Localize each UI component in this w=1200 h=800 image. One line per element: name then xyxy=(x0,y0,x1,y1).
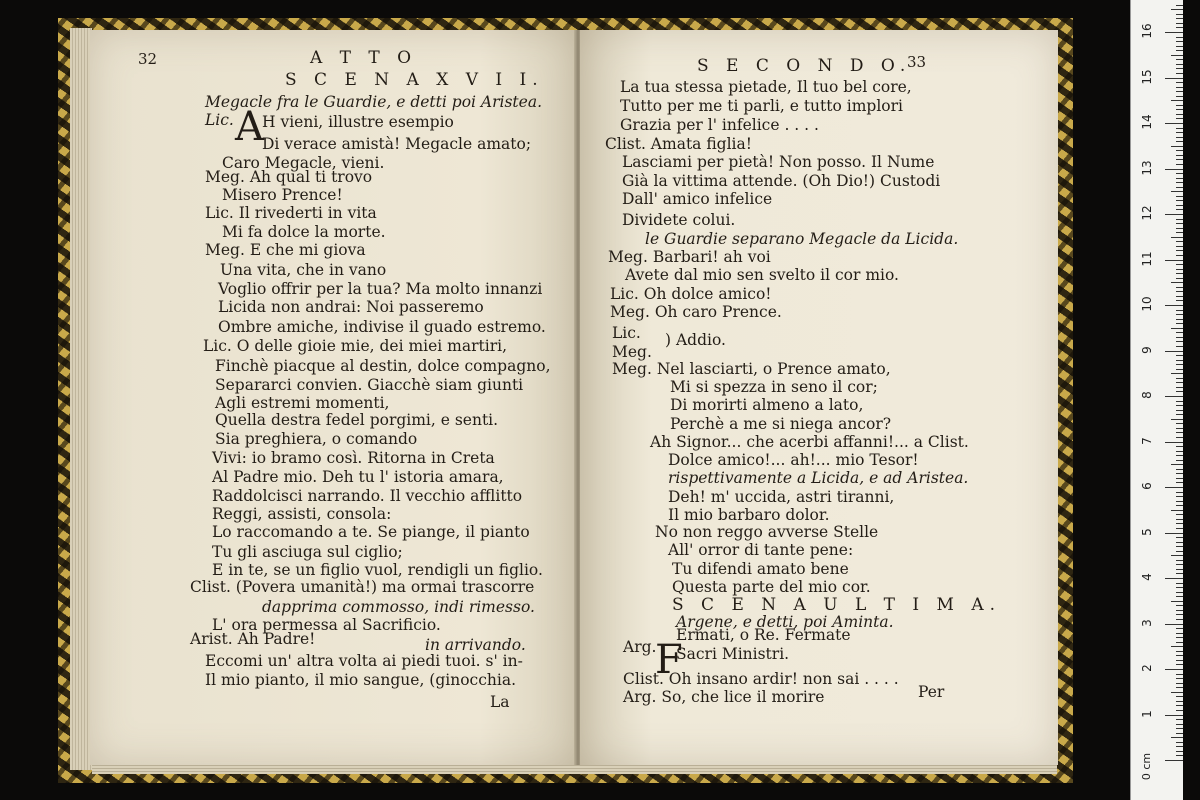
ruler-tick xyxy=(1176,724,1183,725)
ruler-tick xyxy=(1176,387,1183,388)
ruler-tick xyxy=(1176,18,1183,19)
ruler-tick xyxy=(1176,751,1183,752)
ruler-tick xyxy=(1176,360,1183,361)
ruler-tick xyxy=(1176,473,1183,474)
ruler-tick xyxy=(1176,223,1183,224)
text-line: ) Addio. xyxy=(665,331,726,349)
text-line: Tu gli asciuga sul ciglio; xyxy=(212,543,403,561)
ruler-tick xyxy=(1176,542,1183,543)
ruler-tick xyxy=(1171,328,1183,329)
text-line: S C E N A U L T I M A. xyxy=(672,595,1002,615)
ruler-tick xyxy=(1176,300,1183,301)
ruler-tick xyxy=(1165,487,1183,488)
ruler-tick xyxy=(1171,601,1183,602)
text-line: Ermati, o Re. Fermate xyxy=(676,626,851,644)
text-line: le Guardie separano Megacle da Licida. xyxy=(645,230,959,248)
ruler-tick xyxy=(1176,96,1183,97)
text-line: H vieni, illustre esempio xyxy=(262,113,454,131)
ruler-tick xyxy=(1165,214,1183,215)
text-line: Deh! m' uccida, astri tiranni, xyxy=(668,488,895,506)
ruler-tick xyxy=(1176,250,1183,251)
ruler-tick xyxy=(1176,141,1183,142)
ruler-tick xyxy=(1176,5,1183,6)
ruler-tick xyxy=(1176,296,1183,297)
ruler-tick xyxy=(1176,68,1183,69)
text-line: Voglio offrir per la tua? Ma molto innanzi xyxy=(218,280,543,298)
ruler-tick xyxy=(1171,510,1183,511)
ruler-tick xyxy=(1176,742,1183,743)
ruler-tick xyxy=(1171,191,1183,192)
ruler-tick xyxy=(1176,41,1183,42)
ruler-number: 8 xyxy=(1140,391,1154,399)
text-line: Lic. xyxy=(205,111,234,129)
text-line: Clist. (Povera umanità!) ma ormai trascorre xyxy=(190,578,535,596)
ruler-tick xyxy=(1176,482,1183,483)
ruler-tick xyxy=(1176,592,1183,593)
text-line: Lic. xyxy=(612,324,641,342)
text-line: Arist. Ah Padre! xyxy=(190,630,316,648)
right-page xyxy=(580,30,1058,765)
ruler-tick xyxy=(1176,469,1183,470)
ruler-tick xyxy=(1176,437,1183,438)
ruler-tick xyxy=(1176,278,1183,279)
text-line: Agli estremi momenti, xyxy=(215,394,390,412)
ruler-tick xyxy=(1176,551,1183,552)
ruler-tick xyxy=(1176,382,1183,383)
ruler-tick xyxy=(1176,391,1183,392)
ruler-tick xyxy=(1176,496,1183,497)
ruler-tick xyxy=(1176,678,1183,679)
ruler-tick xyxy=(1176,573,1183,574)
text-line: Al Padre mio. Deh tu l' istoria amara, xyxy=(212,468,504,486)
text-line: Meg. Oh caro Prence. xyxy=(610,303,782,321)
text-line: Clist. Oh insano ardir! non sai . . . . xyxy=(623,670,899,688)
ruler-tick xyxy=(1176,228,1183,229)
text-line: rispettivamente a Licida, e ad Aristea. xyxy=(668,469,969,487)
measurement-ruler xyxy=(1130,0,1183,800)
text-line: Lo raccomando a te. Se piange, il pianto xyxy=(212,523,530,541)
page-edges-left xyxy=(70,28,92,770)
ruler-tick xyxy=(1165,305,1183,306)
ruler-tick xyxy=(1176,200,1183,201)
ruler-tick xyxy=(1176,410,1183,411)
text-line: All' orror di tante pene: xyxy=(668,541,854,559)
text-line: Tutto per me ti parli, e tutto implori xyxy=(620,97,903,115)
ruler-tick xyxy=(1176,701,1183,702)
drop-cap: A xyxy=(235,104,264,150)
ruler-tick xyxy=(1176,205,1183,206)
ruler-tick xyxy=(1176,341,1183,342)
text-line: Ombre amiche, indivise il guado estremo. xyxy=(218,318,546,336)
drop-cap: F xyxy=(655,637,683,683)
left-page xyxy=(90,30,577,765)
ruler-tick xyxy=(1176,87,1183,88)
ruler-tick xyxy=(1176,118,1183,119)
ruler-tick xyxy=(1176,687,1183,688)
ruler-tick xyxy=(1176,241,1183,242)
ruler-tick xyxy=(1176,37,1183,38)
text-line: Meg. Ah qual ti trovo xyxy=(205,168,373,186)
ruler-number: 5 xyxy=(1140,527,1154,536)
ruler-number: 11 xyxy=(1140,250,1154,267)
ruler-tick xyxy=(1176,23,1183,24)
text-line: Eccomi un' altra volta ai piedi tuoi. s' in- xyxy=(205,652,523,670)
ruler-tick xyxy=(1176,414,1183,415)
text-line: dapprima commosso, indi rimesso. xyxy=(262,598,535,616)
text-line: Megacle fra le Guardie, e detti poi Aristea. xyxy=(205,93,542,111)
text-line: Dall' amico infelice xyxy=(622,190,773,208)
ruler-tick xyxy=(1176,273,1183,274)
ruler-tick xyxy=(1176,514,1183,515)
text-line: Misero Prence! xyxy=(222,186,343,204)
text-line: Sia preghiera, o comando xyxy=(215,430,418,448)
ruler-tick xyxy=(1176,746,1183,747)
ruler-tick xyxy=(1176,91,1183,92)
ruler-tick xyxy=(1171,282,1183,283)
text-line: Meg. E che mi giova xyxy=(205,241,366,259)
ruler-tick xyxy=(1176,655,1183,656)
ruler-tick xyxy=(1176,596,1183,597)
text-line: Il mio barbaro dolor. xyxy=(668,506,830,524)
ruler-number: 9 xyxy=(1140,345,1154,354)
ruler-tick xyxy=(1176,710,1183,711)
text-line: Licida non andrai: Noi passeremo xyxy=(218,298,484,316)
ruler-tick xyxy=(1176,446,1183,447)
ruler-tick xyxy=(1176,137,1183,138)
text-line: Lasciami per pietà! Non posso. Il Nume xyxy=(622,153,935,171)
text-line: Di verace amistà! Megacle amato; xyxy=(262,135,532,153)
ruler-tick xyxy=(1176,428,1183,429)
ruler-number: 7 xyxy=(1140,436,1154,445)
ruler-number: 15 xyxy=(1140,68,1154,85)
ruler-tick xyxy=(1176,432,1183,433)
ruler-tick xyxy=(1165,624,1183,625)
ruler-tick xyxy=(1176,569,1183,570)
ruler-tick xyxy=(1176,501,1183,502)
text-line: Argene, e detti, poi Aminta. xyxy=(676,613,894,631)
ruler-tick xyxy=(1176,346,1183,347)
text-line: in arrivando. xyxy=(425,636,526,654)
ruler-tick xyxy=(1176,196,1183,197)
ruler-tick xyxy=(1176,332,1183,333)
ruler-tick xyxy=(1176,150,1183,151)
ruler-number: 4 xyxy=(1140,573,1154,581)
text-line: Il mio pianto, il mio sangue, (ginocchia. xyxy=(205,671,517,689)
ruler-tick xyxy=(1176,705,1183,706)
ruler-tick xyxy=(1176,733,1183,734)
text-line: Dividete colui. xyxy=(622,211,736,229)
ruler-tick xyxy=(1165,396,1183,397)
ruler-number: 6 xyxy=(1140,482,1154,490)
running-head: A T T O xyxy=(310,48,418,68)
text-line: Arg. So, che lice il morire xyxy=(623,688,825,706)
ruler-tick xyxy=(1176,605,1183,606)
ruler-tick xyxy=(1176,614,1183,615)
ruler-number: 1 xyxy=(1140,709,1154,718)
text-line: Di morirti almeno a lato, xyxy=(670,396,864,414)
ruler-tick xyxy=(1176,246,1183,247)
text-line: E in te, se un figlio vuol, rendigli un figlio. xyxy=(212,561,543,579)
text-line: Lic. Il rivederti in vita xyxy=(205,204,377,222)
ruler-tick xyxy=(1176,155,1183,156)
ruler-tick xyxy=(1176,219,1183,220)
ruler-tick xyxy=(1171,55,1183,56)
text-line: Separarci convien. Giacchè siam giunti xyxy=(215,376,524,394)
ruler-tick xyxy=(1176,232,1183,233)
ruler-tick xyxy=(1165,442,1183,443)
ruler-tick xyxy=(1176,423,1183,424)
text-line: Tu difendi amato bene xyxy=(672,560,849,578)
ruler-tick xyxy=(1176,633,1183,634)
ruler-tick xyxy=(1176,537,1183,538)
ruler-tick xyxy=(1176,173,1183,174)
text-line: Arg. xyxy=(623,638,657,656)
text-line: Quella destra fedel porgimi, e senti. xyxy=(215,411,499,429)
ruler-tick xyxy=(1176,696,1183,697)
ruler-tick xyxy=(1176,683,1183,684)
ruler-tick xyxy=(1176,255,1183,256)
ruler-tick xyxy=(1176,651,1183,652)
ruler-number: 2 xyxy=(1140,664,1154,672)
ruler-tick xyxy=(1176,105,1183,106)
ruler-tick xyxy=(1176,505,1183,506)
text-line: La tua stessa pietade, Il tuo bel core, xyxy=(620,78,912,96)
ruler-tick xyxy=(1176,664,1183,665)
ruler-number: 12 xyxy=(1140,205,1154,221)
ruler-tick xyxy=(1176,401,1183,402)
text-line: Già la vittima attende. (Oh Dio!) Custodi xyxy=(622,172,941,190)
ruler-tick xyxy=(1176,660,1183,661)
ruler-tick xyxy=(1176,14,1183,15)
text-line: Ah Signor... che acerbi affanni!... a Clist. xyxy=(650,433,969,451)
ruler-tick xyxy=(1176,46,1183,47)
ruler-number: 13 xyxy=(1140,159,1154,176)
ruler-unit-label: 0 cm xyxy=(1140,752,1154,781)
ruler-number: 16 xyxy=(1140,23,1154,39)
ruler-tick xyxy=(1176,528,1183,529)
ruler-tick xyxy=(1171,555,1183,556)
ruler-tick xyxy=(1176,355,1183,356)
text-line: Mi si spezza in seno il cor; xyxy=(670,378,878,396)
ruler-tick xyxy=(1176,178,1183,179)
ruler-tick xyxy=(1176,628,1183,629)
ruler-tick xyxy=(1176,114,1183,115)
ruler-tick xyxy=(1176,523,1183,524)
ruler-tick xyxy=(1176,637,1183,638)
text-line: Questa parte del mio cor. xyxy=(672,578,871,596)
text-line: Dolce amico!... ah!... mio Tesor! xyxy=(668,451,919,469)
running-head: S E C O N D O. xyxy=(697,56,912,76)
text-line: Meg. Barbari! ah voi xyxy=(608,248,771,266)
ruler-tick xyxy=(1176,674,1183,675)
ruler-tick xyxy=(1171,237,1183,238)
ruler-tick xyxy=(1165,760,1183,761)
ruler-tick xyxy=(1176,82,1183,83)
ruler-tick xyxy=(1176,269,1183,270)
ruler-tick xyxy=(1165,715,1183,716)
text-line: Vivi: io bramo così. Ritorna in Creta xyxy=(212,449,495,467)
ruler-tick xyxy=(1176,642,1183,643)
ruler-tick xyxy=(1176,405,1183,406)
ruler-tick xyxy=(1165,533,1183,534)
ruler-tick xyxy=(1176,455,1183,456)
ruler-tick xyxy=(1176,719,1183,720)
ruler-tick xyxy=(1176,546,1183,547)
ruler-number: 10 xyxy=(1140,296,1154,312)
ruler-tick xyxy=(1165,123,1183,124)
ruler-tick xyxy=(1176,27,1183,28)
ruler-tick xyxy=(1171,419,1183,420)
ruler-number: 14 xyxy=(1140,114,1154,130)
text-line: Una vita, che in vano xyxy=(220,261,387,279)
ruler-tick xyxy=(1171,692,1183,693)
ruler-tick xyxy=(1176,264,1183,265)
text-line: Raddolcisci narrando. Il vecchio afflitto xyxy=(212,487,523,505)
ruler-tick xyxy=(1176,64,1183,65)
ruler-tick xyxy=(1176,478,1183,479)
ruler-tick xyxy=(1176,451,1183,452)
text-line: Caro Megacle, vieni. xyxy=(222,154,385,172)
text-line: La xyxy=(490,693,510,711)
ruler-tick xyxy=(1176,519,1183,520)
ruler-tick xyxy=(1176,314,1183,315)
text-line: Lic. Oh dolce amico! xyxy=(610,285,772,303)
text-line: L' ora permessa al Sacrificio. xyxy=(212,616,441,634)
ruler-tick xyxy=(1176,728,1183,729)
text-line: Meg. Nel lasciarti, o Prence amato, xyxy=(612,360,891,378)
ruler-tick xyxy=(1176,564,1183,565)
ruler-tick xyxy=(1176,364,1183,365)
ruler-tick xyxy=(1171,464,1183,465)
ruler-tick xyxy=(1176,128,1183,129)
ruler-tick xyxy=(1176,73,1183,74)
ruler-tick xyxy=(1176,319,1183,320)
ruler-tick xyxy=(1176,187,1183,188)
ruler-tick xyxy=(1176,337,1183,338)
ruler-tick xyxy=(1176,50,1183,51)
page-number: 32 xyxy=(138,50,158,68)
ruler-tick xyxy=(1176,287,1183,288)
ruler-tick xyxy=(1176,610,1183,611)
ruler-tick xyxy=(1176,310,1183,311)
ruler-tick xyxy=(1176,164,1183,165)
text-line: Grazia per l' infelice . . . . xyxy=(620,116,819,134)
ruler-tick xyxy=(1165,578,1183,579)
text-line: Finchè piacque al destin, dolce compagno, xyxy=(215,357,551,375)
ruler-tick xyxy=(1176,755,1183,756)
text-line: Reggi, assisti, consola: xyxy=(212,505,392,523)
ruler-tick xyxy=(1165,669,1183,670)
text-line: Lic. O delle gioie mie, dei miei martiri, xyxy=(203,337,507,355)
page-number: 33 xyxy=(907,53,927,71)
ruler-tick xyxy=(1171,9,1183,10)
ruler-tick xyxy=(1176,619,1183,620)
ruler-number: 3 xyxy=(1140,618,1154,627)
ruler-tick xyxy=(1171,100,1183,101)
ruler-tick xyxy=(1176,109,1183,110)
ruler-tick xyxy=(1176,159,1183,160)
ruler-tick xyxy=(1176,460,1183,461)
ruler-tick xyxy=(1176,291,1183,292)
text-line: No non reggo avverse Stelle xyxy=(655,523,879,541)
ruler-tick xyxy=(1176,560,1183,561)
ruler-tick xyxy=(1171,737,1183,738)
ruler-tick xyxy=(1176,59,1183,60)
ruler-tick xyxy=(1176,583,1183,584)
ruler-tick xyxy=(1176,369,1183,370)
ruler-tick xyxy=(1176,209,1183,210)
scene-title: S C E N A X V I I. xyxy=(285,70,544,90)
ruler-tick xyxy=(1176,323,1183,324)
text-line: Per xyxy=(918,683,945,701)
text-line: Meg. xyxy=(612,343,652,361)
ruler-tick xyxy=(1176,492,1183,493)
ruler-tick xyxy=(1176,378,1183,379)
text-line: Clist. Amata figlia! xyxy=(605,135,752,153)
text-line: Sacri Ministri. xyxy=(676,645,790,663)
ruler-tick xyxy=(1165,169,1183,170)
ruler-tick xyxy=(1171,146,1183,147)
ruler-tick xyxy=(1165,260,1183,261)
text-line: Perchè a me si niega ancor? xyxy=(670,415,892,433)
text-line: Avete dal mio sen svelto il cor mio. xyxy=(625,266,899,284)
ruler-tick xyxy=(1165,32,1183,33)
ruler-tick xyxy=(1176,132,1183,133)
ruler-tick xyxy=(1171,646,1183,647)
ruler-tick xyxy=(1165,351,1183,352)
ruler-tick xyxy=(1165,78,1183,79)
text-line: Mi fa dolce la morte. xyxy=(222,223,386,241)
ruler-tick xyxy=(1171,373,1183,374)
ruler-tick xyxy=(1176,587,1183,588)
ruler-tick xyxy=(1176,182,1183,183)
